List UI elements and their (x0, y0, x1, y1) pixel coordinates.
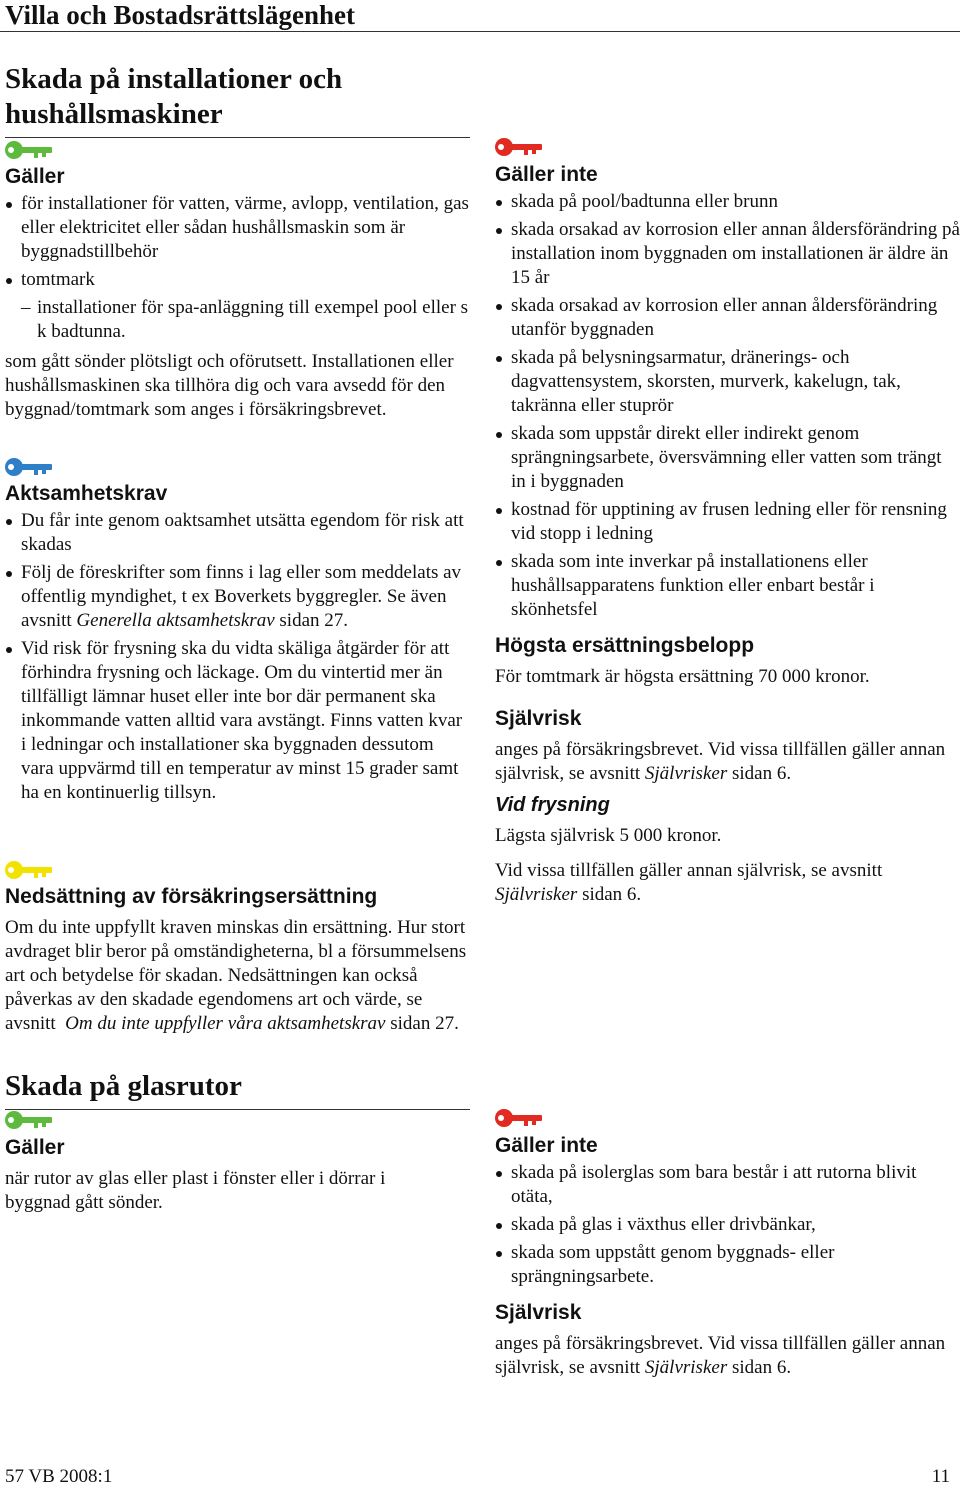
installations-galler (5, 164, 470, 422)
frysning-text: Lägsta självrisk 5 000 kronor. (495, 825, 722, 846)
reference-link: Självrisker (644, 763, 728, 784)
list-item: skada på pool/badtunna eller brunn (495, 190, 960, 214)
glass-galler-text: när rutor av glas eller plast i fönster eller i dörrar i byggnad gått sönder. (5, 1168, 386, 1213)
galler-inte-heading: Gäller inte (495, 1134, 598, 1157)
page-title: Villa och Bostadsrättslägenhet (5, 0, 355, 30)
list-item: skada som inte inverkar på installationens eller hushållsapparatens funktion eller enbart består i skönhetsfel (495, 550, 960, 622)
glass-section (5, 1069, 470, 1110)
nedsattning-heading: Nedsättning av försäkringsersättning (5, 885, 378, 908)
installations-title: Skada på installationer och hushållsmaskiner (5, 63, 343, 130)
list-item: skada på glas i växthus eller drivbänkar, (495, 1213, 925, 1237)
list-item: skada på isolerglas som bara består i att rutorna blivit otäta, (495, 1161, 925, 1209)
key-green-icon (4, 1109, 54, 1131)
glass-galler-inte-section (495, 1133, 960, 1293)
reference-link: Om du inte uppfyller våra aktsamhetskrav (65, 1013, 386, 1034)
list-item: Vid risk för frysning ska du vidta skäliga åtgärder för att förhindra frysning och läckage. Om du vintertid mer än tillfälligt lämnar huset eller inte bor där permanent ska inkommande vatten alltid vara avstängt. Finns vatten kvar i ledningar och installationer ska byggnaden dessutom vara uppvärmd till en temperatur av minst 15 grader samt ha en kontinuerlig tillsyn. (5, 637, 470, 805)
galler-inte-heading: Gäller inte (495, 163, 598, 186)
glass-galler (5, 1135, 470, 1215)
glass-title: Skada på glasrutor (5, 1070, 242, 1102)
list-item: tomtmark (5, 268, 470, 292)
key-green-icon (4, 139, 54, 161)
sjalvrisk-text: anges på försäkringsbrevet. Vid vissa tillfällen gäller annan självrisk, se avsnitt Självrisker sidan 6. (495, 1333, 946, 1378)
galler-after-text: som gått sönder plötsligt och oförutsett. Installationen eller hushållsmaskinen ska tillhöra dig och vara avsedd för den byggnad/tomtmark som anges i försäkringsbrevet. (5, 351, 454, 420)
key-blue-icon (4, 456, 54, 478)
key-red-icon (494, 1107, 544, 1129)
frysning-heading: Vid frysning (495, 794, 610, 816)
footer-page-number: 11 (931, 1466, 950, 1487)
list-item: för installationer för vatten, värme, avlopp, ventilation, gas eller elektricitet eller sådan hushållsmaskin som är byggnadstillbehör (5, 192, 470, 264)
reference-link: Självrisker (644, 1357, 728, 1378)
list-item: Följ de föreskrifter som finns i lag eller som meddelats av offentlig myndighet, t ex Boverkets byggregler. Se även avsnitt Generella aktsamhetskrav sidan 27. (5, 561, 470, 633)
section-rule (5, 1109, 470, 1110)
aktsamhet-section (5, 481, 470, 809)
nedsattning-text: Om du inte uppfyllt kraven minskas din ersättning. Hur stort avdraget blir beror på omständigheterna, bl a försummelsens art och betydelse för skadan. Nedsättningen kan också påverkas av den skadade egendomens art och värde, se avsnitt Om du inte uppfyller våra aktsamhetskrav sidan 27. (5, 917, 467, 1034)
sjalvrisk-text: anges på försäkringsbrevet. Vid vissa tillfällen gäller annan självrisk, se avsnitt Självrisker sidan 6. (495, 739, 946, 784)
aktsamhet-heading: Aktsamhetskrav (5, 482, 168, 505)
list-item: skada orsakad av korrosion eller annan åldersförändring på installation inom byggnaden om installationen är äldre än 15 år (495, 218, 960, 290)
key-yellow-icon (4, 859, 54, 881)
hogsta-heading: Högsta ersättningsbelopp (495, 634, 755, 657)
installations-section (5, 62, 470, 138)
aktsamhet-list (5, 509, 470, 805)
galler-inte-list (495, 1161, 925, 1289)
galler-inte-list (495, 190, 960, 622)
dash-text: installationer för spa-anläggning till exempel pool eller s k badtunna. (37, 297, 469, 342)
galler-list (5, 192, 470, 292)
key-red-icon (494, 136, 544, 158)
sjalvrisk-heading: Självrisk (495, 1301, 582, 1324)
list-item: Du får inte genom oaktsamhet utsätta egendom för risk att skadas (5, 509, 470, 557)
galler-inte-section (495, 162, 960, 626)
footer-doc-code: 57 VB 2008:1 (5, 1466, 113, 1487)
reference-link: Självrisker (495, 884, 578, 905)
list-item: skada orsakad av korrosion eller annan åldersförändring utanför byggnaden (495, 294, 960, 342)
sjalvrisk-heading: Självrisk (495, 707, 582, 730)
list-item: skada som uppstått genom byggnads- eller sprängningsarbete. (495, 1241, 925, 1289)
hogsta-section (495, 633, 960, 689)
glass-sjalvrisk-section (495, 1300, 960, 1380)
list-item: skada som uppstår direkt eller indirekt genom sprängningsarbete, översvämning eller vatten som trängt in i byggnaden (495, 422, 960, 494)
reference-link: Generella aktsamhetskrav (76, 610, 275, 631)
list-item: kostnad för upptining av frusen ledning eller för rensning vid stopp i ledning (495, 498, 960, 546)
hogsta-text: För tomtmark är högsta ersättning 70 000 kronor. (495, 666, 870, 687)
sjalvrisk-extra-text: Vid vissa tillfällen gäller annan självrisk, se avsnitt Självrisker sidan 6. (495, 860, 883, 905)
section-rule (5, 137, 470, 138)
galler-heading: Gäller (5, 1136, 65, 1159)
sjalvrisk-section (495, 706, 960, 907)
page-header (0, 0, 960, 34)
nedsattning-section (5, 884, 470, 1036)
list-item-dash: – installationer för spa-anläggning till exempel pool eller s k badtunna. (21, 297, 469, 342)
galler-heading: Gäller (5, 165, 65, 188)
header-rule (0, 31, 960, 32)
list-item: skada på belysningsarmatur, dränerings- och dagvattensystem, skorsten, murverk, kakelugn, tak, takränna eller stuprör (495, 346, 960, 418)
